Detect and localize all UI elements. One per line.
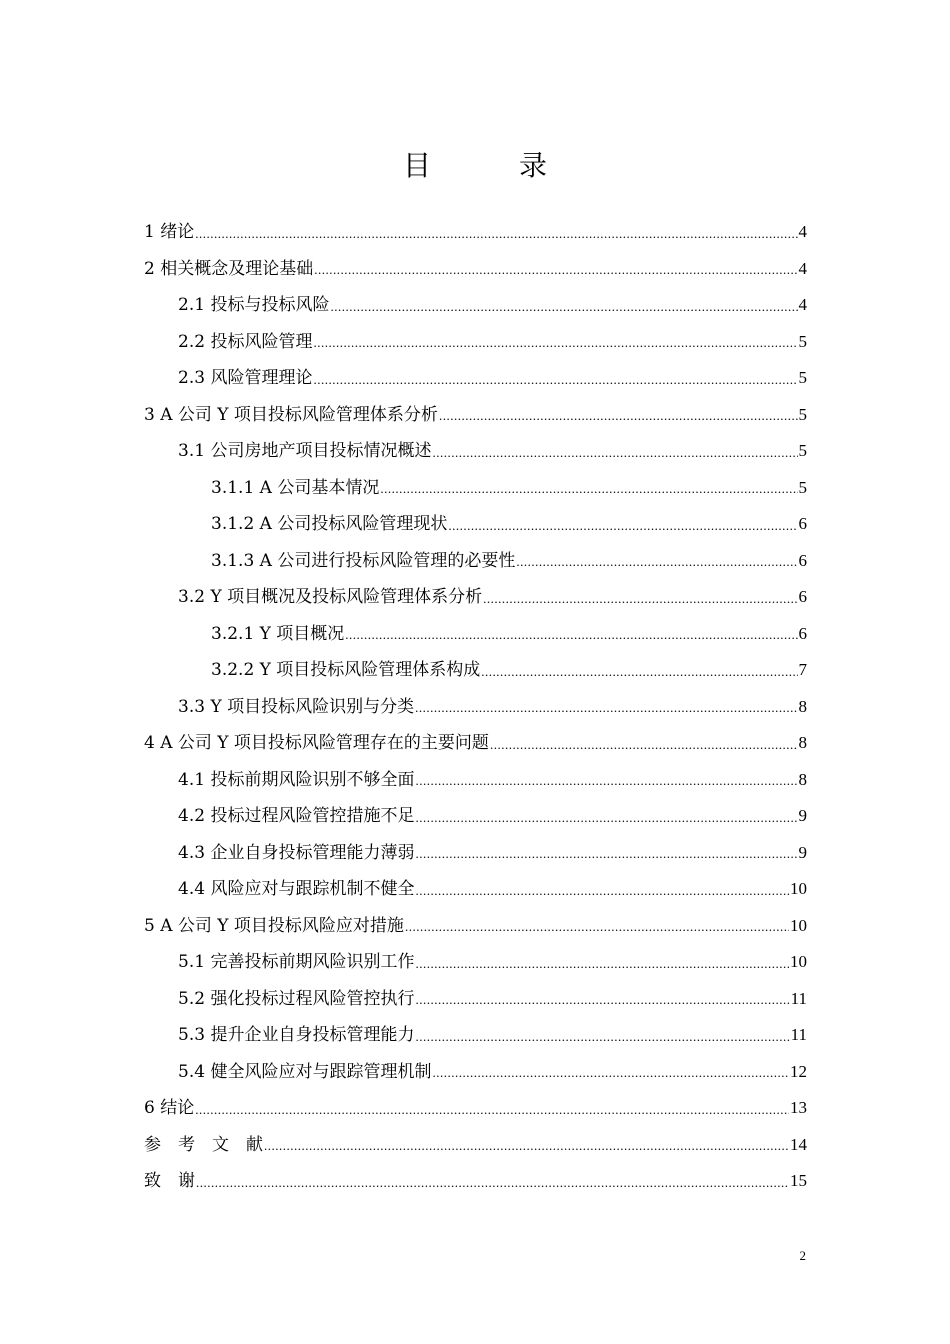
toc-entry-title: 5.4 健全风险应对与跟踪管理机制 xyxy=(178,1061,432,1082)
toc-entry[interactable] xyxy=(144,762,807,799)
toc-entry-title: 6 结论 xyxy=(144,1098,195,1119)
table-of-contents xyxy=(144,214,807,1200)
toc-entry-title: 3.3 Y 项目投标风险识别与分类 xyxy=(178,696,415,717)
toc-dot-leader xyxy=(415,1026,789,1047)
toc-entry[interactable] xyxy=(144,579,807,616)
toc-entry-title: 3.1.1 A 公司基本情况 xyxy=(211,477,380,498)
page-number: 2 xyxy=(799,1248,806,1263)
toc-entry-title: 3.1.2 A 公司投标风险管理现状 xyxy=(211,514,448,535)
toc-entry-page: 13 xyxy=(790,1098,807,1118)
toc-entry-page: 5 xyxy=(798,477,807,497)
toc-entry[interactable] xyxy=(144,689,807,726)
toc-dot-leader xyxy=(415,843,797,864)
toc-entry[interactable] xyxy=(144,251,807,288)
toc-dot-leader xyxy=(195,223,797,244)
toc-dot-leader xyxy=(415,989,789,1010)
toc-entry-page: 9 xyxy=(798,842,807,862)
toc-entry-page: 6 xyxy=(798,587,807,607)
toc-entry-title: 3.1 公司房地产项目投标情况概述 xyxy=(178,441,432,462)
toc-entry-title: 参 考 文 献 xyxy=(144,1134,263,1155)
toc-entry-page: 6 xyxy=(798,550,807,570)
toc-entry[interactable] xyxy=(144,835,807,872)
toc-entry-title: 5.3 提升企业自身投标管理能力 xyxy=(178,1025,415,1046)
toc-entry[interactable] xyxy=(144,1090,807,1127)
toc-entry[interactable] xyxy=(144,506,807,543)
toc-entry-page: 7 xyxy=(798,660,807,680)
toc-entry-title: 2.3 风险管理理论 xyxy=(178,368,313,389)
toc-dot-leader xyxy=(439,405,798,426)
toc-entry[interactable] xyxy=(144,543,807,580)
toc-dot-leader xyxy=(405,916,789,937)
toc-entry[interactable] xyxy=(144,1017,807,1054)
toc-entry-title: 4.1 投标前期风险识别不够全面 xyxy=(178,769,415,790)
toc-entry-page: 5 xyxy=(798,368,807,388)
toc-entry-title: 3.2 Y 项目概况及投标风险管理体系分析 xyxy=(178,587,483,608)
toc-entry-title: 3 A 公司 Y 项目投标风险管理体系分析 xyxy=(144,404,438,425)
toc-entry-title: 致 谢 xyxy=(144,1171,195,1192)
toc-dot-leader xyxy=(483,588,797,609)
toc-entry[interactable] xyxy=(144,798,807,835)
toc-entry-page: 15 xyxy=(790,1171,807,1191)
toc-dot-leader xyxy=(448,515,797,536)
toc-dot-leader xyxy=(380,478,797,499)
toc-dot-leader xyxy=(415,770,797,791)
toc-entry[interactable] xyxy=(144,908,807,945)
toc-entry[interactable] xyxy=(144,871,807,908)
toc-entry[interactable] xyxy=(144,1127,807,1164)
toc-entry-page: 10 xyxy=(790,952,807,972)
toc-dot-leader xyxy=(481,661,797,682)
toc-dot-leader xyxy=(415,697,797,718)
toc-entry-page: 14 xyxy=(790,1134,807,1154)
toc-entry[interactable] xyxy=(144,324,807,361)
toc-entry[interactable] xyxy=(144,1163,807,1200)
toc-entry-page: 4 xyxy=(798,222,807,242)
toc-dot-leader xyxy=(415,807,797,828)
toc-entry[interactable] xyxy=(144,397,807,434)
toc-entry[interactable] xyxy=(144,1054,807,1091)
toc-entry-title: 2 相关概念及理论基础 xyxy=(144,258,314,279)
toc-entry-title: 4.2 投标过程风险管控措施不足 xyxy=(178,806,415,827)
toc-entry[interactable] xyxy=(144,214,807,251)
toc-dot-leader xyxy=(196,1172,789,1193)
toc-entry-title: 3.1.3 A 公司进行投标风险管理的必要性 xyxy=(211,550,516,571)
toc-entry-page: 10 xyxy=(790,915,807,935)
toc-entry-page: 4 xyxy=(798,295,807,315)
toc-entry[interactable] xyxy=(144,470,807,507)
toc-dot-leader xyxy=(345,624,797,645)
toc-entry-page: 9 xyxy=(798,806,807,826)
toc-entry-title: 4 A 公司 Y 项目投标风险管理存在的主要问题 xyxy=(144,733,489,754)
toc-entry[interactable] xyxy=(144,652,807,689)
toc-entry[interactable] xyxy=(144,360,807,397)
toc-entry-page: 11 xyxy=(790,1025,807,1045)
toc-title: 目 录 xyxy=(402,149,577,182)
toc-entry-title: 3.2.2 Y 项目投标风险管理体系构成 xyxy=(211,660,481,681)
toc-dot-leader xyxy=(314,259,797,280)
toc-entry-title: 4.3 企业自身投标管理能力薄弱 xyxy=(178,842,415,863)
toc-entry-title: 5.1 完善投标前期风险识别工作 xyxy=(178,952,415,973)
toc-entry-page: 6 xyxy=(798,514,807,534)
toc-dot-leader xyxy=(264,1135,789,1156)
toc-dot-leader xyxy=(195,1099,789,1120)
toc-entry-page: 6 xyxy=(798,623,807,643)
toc-dot-leader xyxy=(313,369,797,390)
toc-entry-title: 1 绪论 xyxy=(144,222,195,243)
toc-entry-page: 5 xyxy=(798,404,807,424)
toc-entry-title: 2.1 投标与投标风险 xyxy=(178,295,330,316)
toc-entry[interactable] xyxy=(144,433,807,470)
toc-entry[interactable] xyxy=(144,944,807,981)
toc-entry[interactable] xyxy=(144,725,807,762)
toc-entry-page: 12 xyxy=(790,1061,807,1081)
toc-entry-title: 4.4 风险应对与跟踪机制不健全 xyxy=(178,879,415,900)
toc-dot-leader xyxy=(415,880,789,901)
toc-entry-page: 11 xyxy=(790,988,807,1008)
toc-dot-leader xyxy=(330,296,797,317)
toc-entry-title: 5.2 强化投标过程风险管控执行 xyxy=(178,988,415,1009)
toc-dot-leader xyxy=(432,442,797,463)
toc-entry[interactable] xyxy=(144,616,807,653)
toc-entry-page: 5 xyxy=(798,331,807,351)
toc-entry-page: 8 xyxy=(798,696,807,716)
toc-entry-title: 5 A 公司 Y 项目投标风险应对措施 xyxy=(144,915,404,936)
toc-entry[interactable] xyxy=(144,981,807,1018)
toc-entry-page: 8 xyxy=(798,769,807,789)
toc-entry-title: 3.2.1 Y 项目概况 xyxy=(211,623,345,644)
toc-dot-leader xyxy=(490,734,798,755)
toc-dot-leader xyxy=(313,332,797,353)
toc-entry-page: 8 xyxy=(798,733,807,753)
toc-dot-leader xyxy=(432,1062,789,1083)
toc-entry-page: 4 xyxy=(798,258,807,278)
toc-entry-title: 2.2 投标风险管理 xyxy=(178,331,313,352)
toc-entry-page: 10 xyxy=(790,879,807,899)
toc-entry-page: 5 xyxy=(798,441,807,461)
toc-entry[interactable] xyxy=(144,287,807,324)
toc-dot-leader xyxy=(415,953,789,974)
toc-dot-leader xyxy=(516,551,797,572)
